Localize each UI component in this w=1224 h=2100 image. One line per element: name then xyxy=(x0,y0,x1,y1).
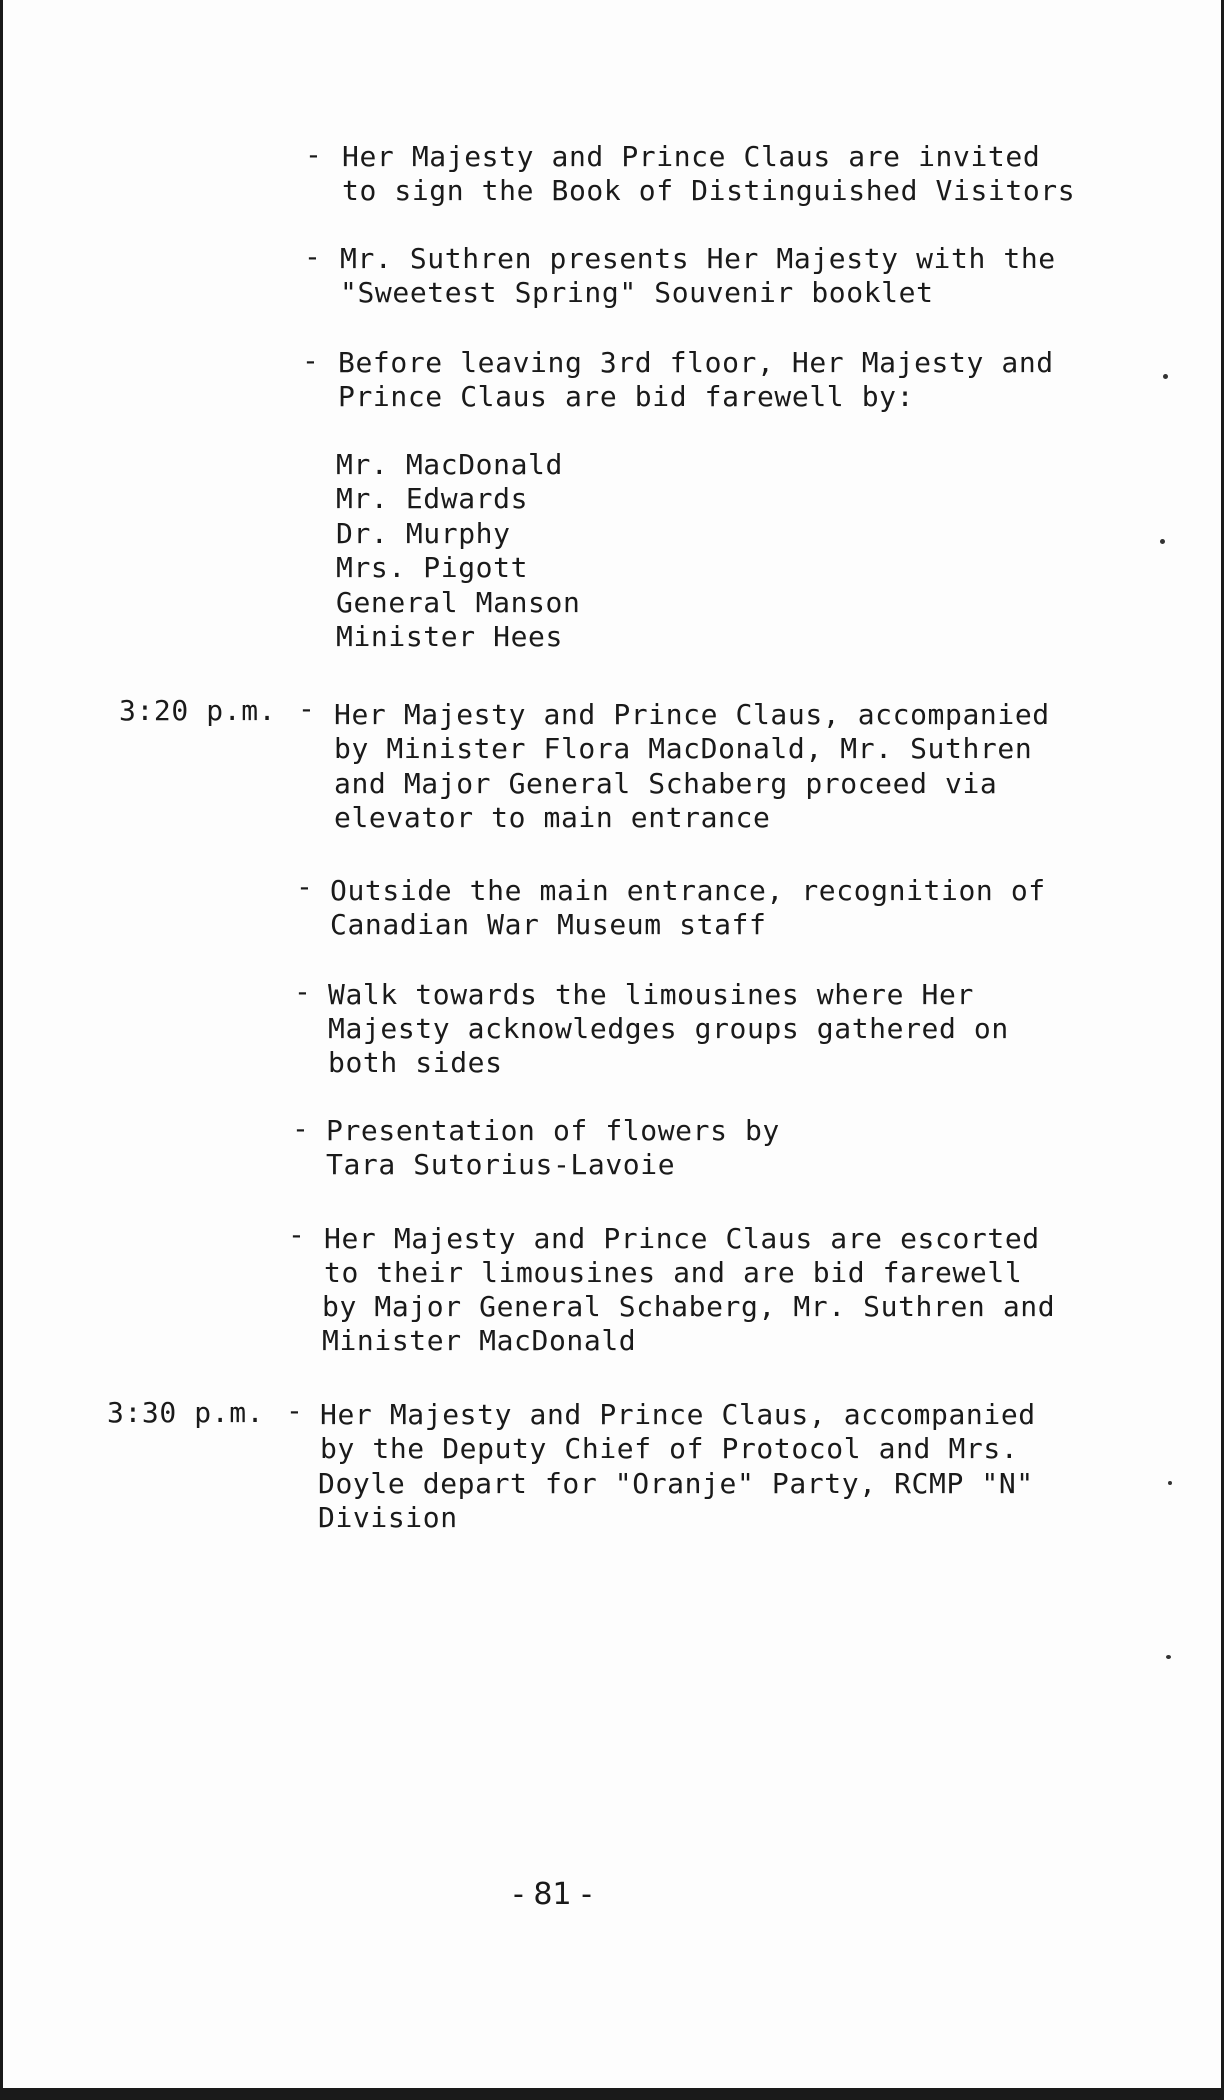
item-5-line-2: by Minister Flora MacDonald, Mr. Suthren xyxy=(334,732,1033,765)
item-1-line-1: Her Majesty and Prince Claus are invited xyxy=(342,140,1041,173)
item-10-line-3: Doyle depart for "Oranje" Party, RCMP "N" xyxy=(318,1467,1034,1500)
item-8-dash: - xyxy=(292,1112,309,1145)
item-2-line-2: "Sweetest Spring" Souvenir booklet xyxy=(340,276,934,309)
farewell-name-2: Mr. Edwards xyxy=(336,482,529,515)
item-9-line-3: by Major General Schaberg, Mr. Suthren and xyxy=(322,1290,1056,1323)
time-330: 3:30 p.m. xyxy=(107,1396,265,1429)
item-5-dash: - xyxy=(298,692,315,725)
page-number: - 81 - xyxy=(513,1877,592,1912)
item-10-dash: - xyxy=(286,1394,303,1427)
item-9-dash: - xyxy=(288,1218,305,1251)
scan-border-bottom xyxy=(0,2088,1224,2100)
item-3-line-2: Prince Claus are bid farewell by: xyxy=(338,380,915,413)
scan-speck xyxy=(1160,539,1165,544)
item-7-line-1: Walk towards the limousines where Her xyxy=(328,978,974,1011)
item-2-dash: - xyxy=(304,240,321,273)
scan-border-left xyxy=(0,0,3,2100)
item-9-line-2: to their limousines and are bid farewell xyxy=(324,1256,1023,1289)
item-1-dash: - xyxy=(305,138,322,171)
farewell-name-1: Mr. MacDonald xyxy=(336,448,563,481)
farewell-name-4: Mrs. Pigott xyxy=(336,551,529,584)
farewell-name-3: Dr. Murphy xyxy=(336,517,511,550)
item-5-line-4: elevator to main entrance xyxy=(334,801,771,834)
item-9-line-4: Minister MacDonald xyxy=(322,1324,637,1357)
farewell-name-5: General Manson xyxy=(336,586,581,619)
item-10-line-1: Her Majesty and Prince Claus, accompanied xyxy=(320,1398,1036,1431)
item-8-line-1: Presentation of flowers by xyxy=(326,1114,780,1147)
scan-speck xyxy=(1163,374,1168,379)
item-3-line-1: Before leaving 3rd floor, Her Majesty and xyxy=(338,346,1054,379)
item-3-dash: - xyxy=(302,344,319,377)
item-7-line-3: both sides xyxy=(328,1046,503,1079)
item-10-line-4: Division xyxy=(318,1501,458,1534)
item-5-line-3: and Major General Schaberg proceed via xyxy=(334,767,998,800)
item-6-line-1: Outside the main entrance, recognition of xyxy=(330,874,1046,907)
scan-speck xyxy=(1166,1655,1171,1659)
time-320: 3:20 p.m. xyxy=(119,694,277,727)
item-7-line-2: Majesty acknowledges groups gathered on xyxy=(328,1012,1009,1045)
item-6-dash: - xyxy=(296,870,313,903)
item-7-dash: - xyxy=(294,975,311,1008)
item-10-line-2: by the Deputy Chief of Protocol and Mrs. xyxy=(320,1432,1019,1465)
item-5-line-1: Her Majesty and Prince Claus, accompanied xyxy=(334,698,1050,731)
scan-speck xyxy=(1168,1481,1172,1485)
item-9-line-1: Her Majesty and Prince Claus are escorted xyxy=(324,1222,1040,1255)
farewell-name-6: Minister Hees xyxy=(336,620,563,653)
item-1-line-2: to sign the Book of Distinguished Visitors xyxy=(342,174,1076,207)
item-6-line-2: Canadian War Museum staff xyxy=(330,908,767,941)
item-8-line-2: Tara Sutorius-Lavoie xyxy=(326,1148,676,1181)
item-2-line-1: Mr. Suthren presents Her Majesty with the xyxy=(340,242,1056,275)
